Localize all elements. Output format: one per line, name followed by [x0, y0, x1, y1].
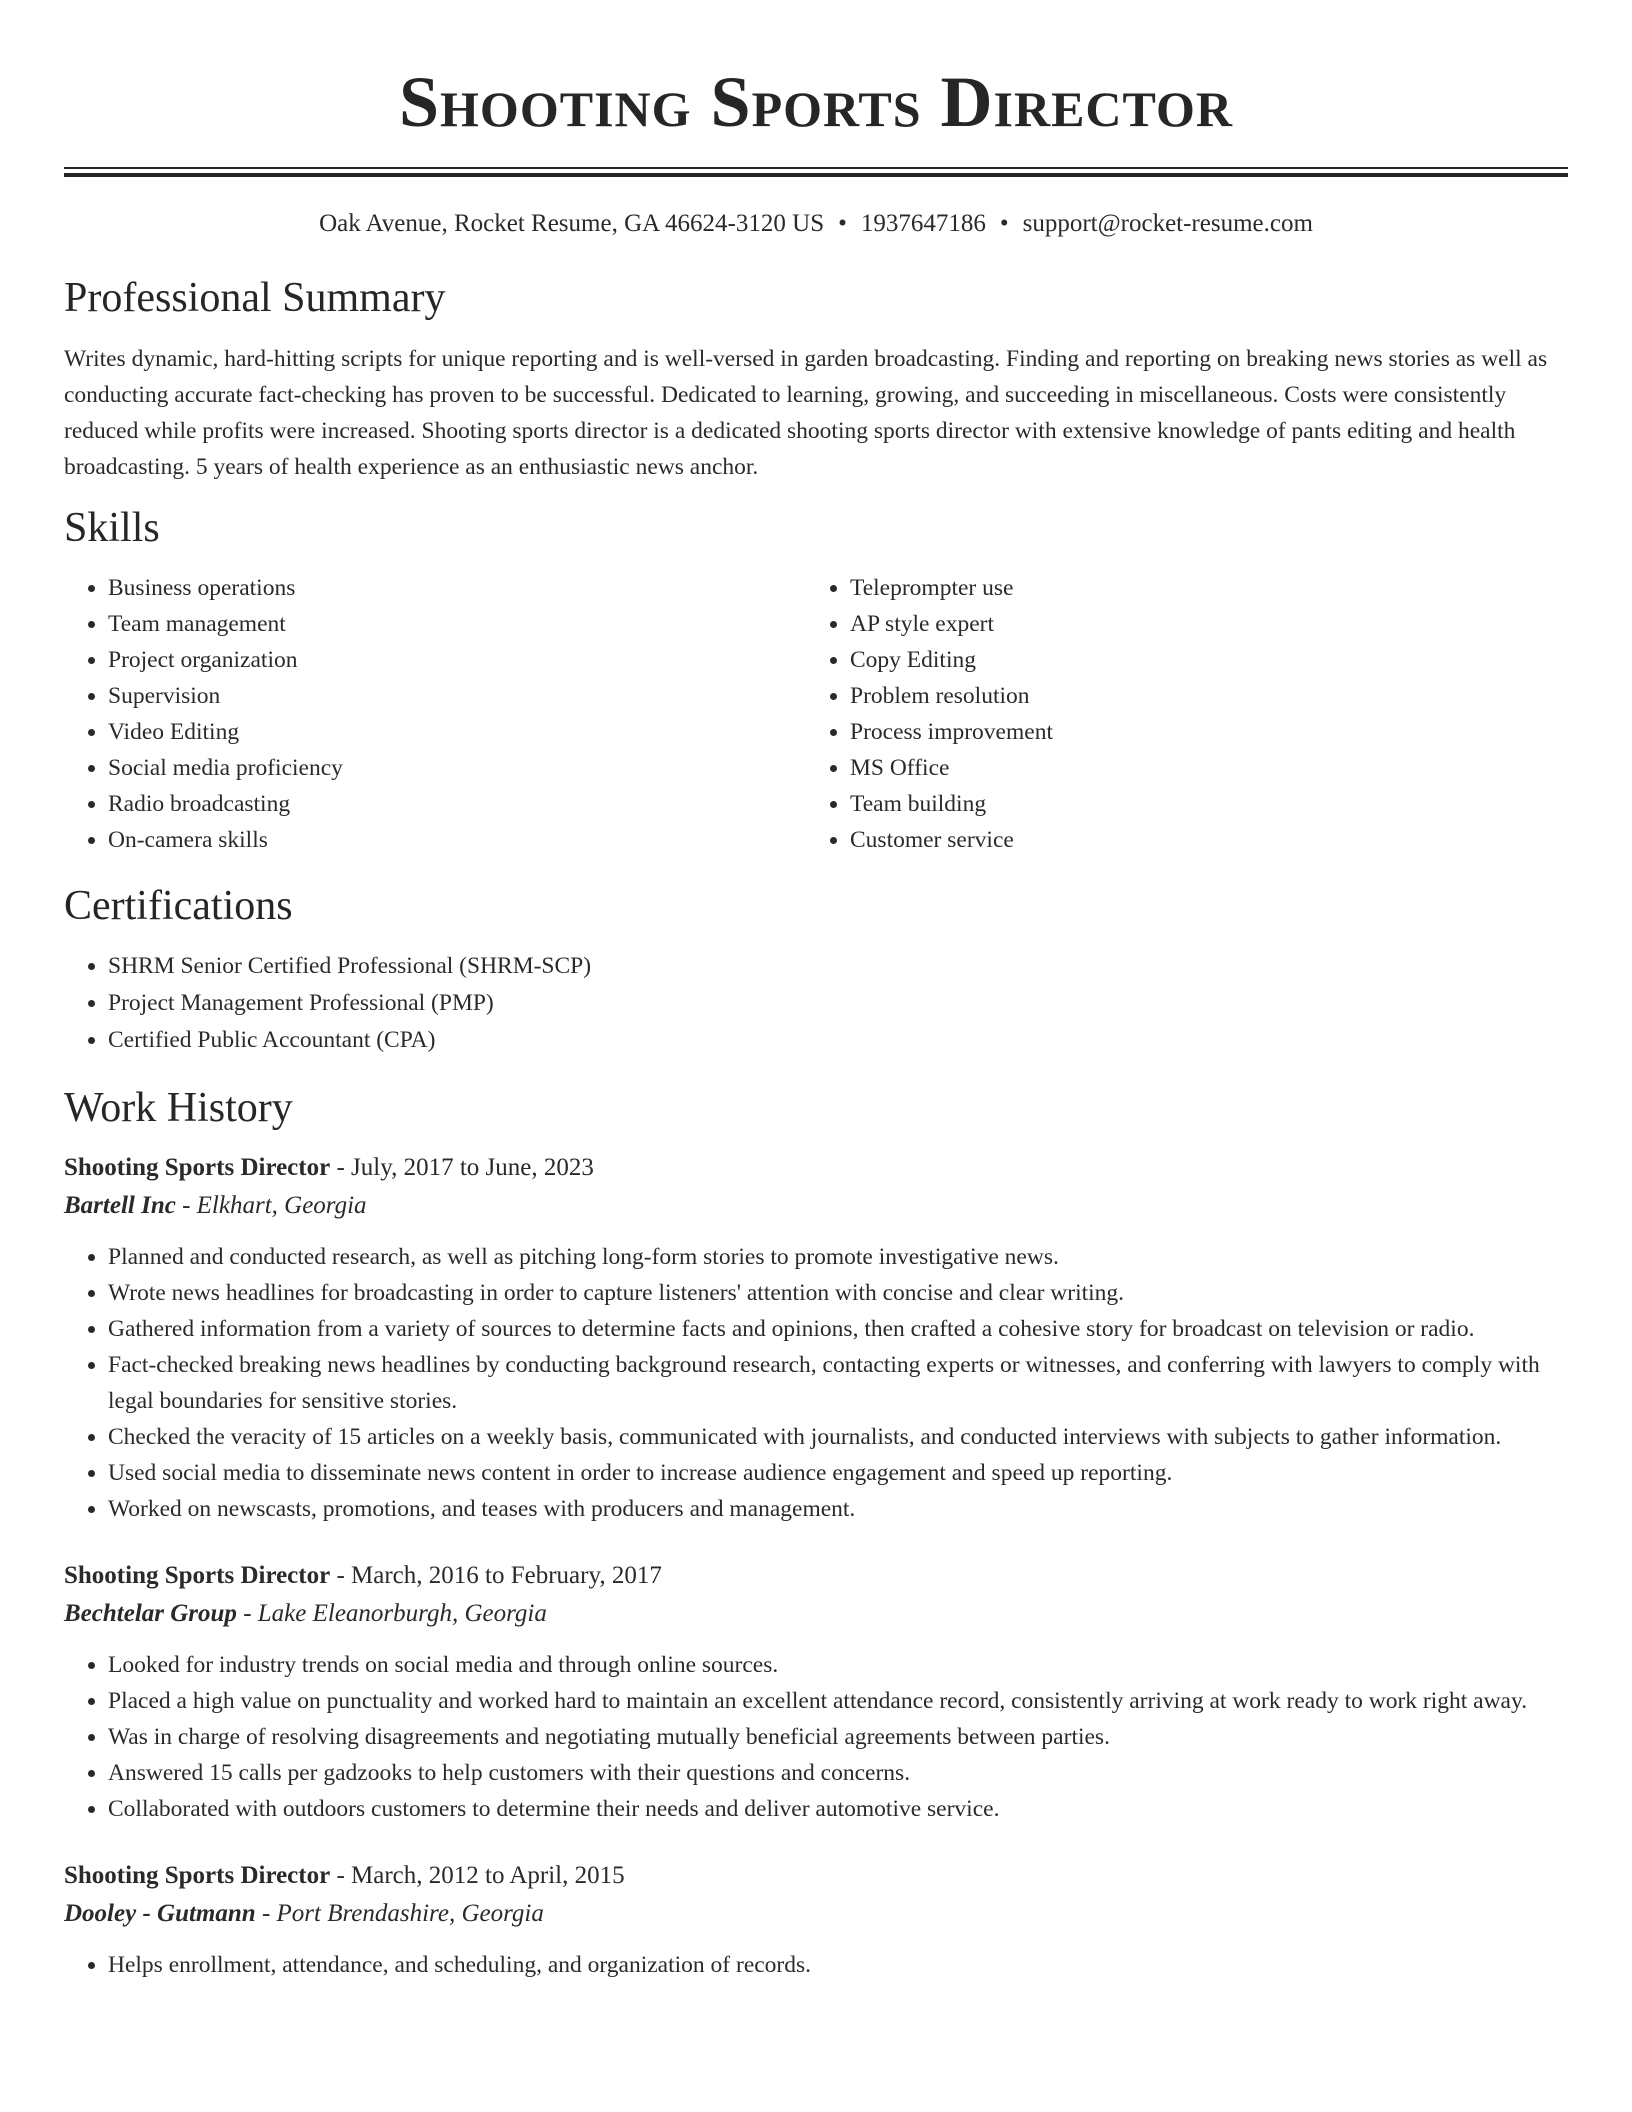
job-title-line [64, 1557, 1568, 1595]
certification-item: • Project Management Professional (PMP) [108, 985, 1568, 1022]
job-company: Bechtelar Group [64, 1600, 237, 1627]
job-bullet: • Collaborated with outdoors customers to determine their needs and deliver automotive service. [108, 1791, 1568, 1827]
job-bullet: • Used social media to disseminate news content in order to increase audience engagement and speed up reporting. [108, 1455, 1568, 1491]
job-location: - Lake Eleanorburgh, Georgia [236, 1600, 547, 1627]
resume-name: Shooting Sports Director [399, 62, 1233, 142]
job-bullet: • Planned and conducted research, as well as pitching long-form stories to promote investigative news. [108, 1239, 1568, 1275]
contact-line [64, 209, 1568, 239]
job-bullet: • Placed a high value on punctuality and worked hard to maintain an excellent attendance record, consistently arriving at work ready to work right away. [108, 1683, 1568, 1719]
job-bullet: • Checked the veracity of 15 articles on a weekly basis, communicated with journalists, and conducted interviews with subjects to gather information. [108, 1419, 1568, 1455]
job-location: - Elkhart, Georgia [175, 1192, 367, 1219]
skill-item: • Project organization [108, 642, 806, 678]
job-title-line [64, 1149, 1568, 1187]
job-company: Dooley - Gutmann [64, 1900, 256, 1927]
job-bullet: • Gathered information from a variety of sources to determine facts and opinions, then crafted a cohesive story for broadcast on television or radio. [108, 1311, 1568, 1347]
job-role: Shooting Sports Director [64, 1862, 331, 1889]
skill-item: • Radio broadcasting [108, 786, 806, 822]
skill-item: • Social media proficiency [108, 750, 806, 786]
job-entry [64, 1557, 1568, 1827]
certification-item: • SHRM Senior Certified Professional (SHRM-SCP) [108, 948, 1568, 985]
contact-phone: 1937647186 [860, 210, 986, 237]
skill-item: • Process improvement [850, 714, 1548, 750]
header-divider [64, 167, 1568, 177]
job-bullets [64, 1239, 1568, 1527]
job-location: - Port Brendashire, Georgia [255, 1900, 544, 1927]
job-bullet: • Wrote news headlines for broadcasting in order to capture listeners' attention with concise and clear writing. [108, 1275, 1568, 1311]
skill-item: • AP style expert [850, 606, 1548, 642]
job-bullet: • Fact-checked breaking news headlines by conducting background research, contacting experts or witnesses, and conferring with lawyers to comply with legal boundaries for sensitive stories. [108, 1347, 1568, 1419]
job-bullet: • Looked for industry trends on social media and through online sources. [108, 1647, 1568, 1683]
job-role: Shooting Sports Director [64, 1154, 331, 1181]
job-entry [64, 1149, 1568, 1527]
job-title-line [64, 1857, 1568, 1895]
work-history-heading: Work History [64, 1085, 293, 1131]
skills-heading: Skills [64, 505, 160, 551]
job-company-line [64, 1187, 1568, 1225]
job-dates: - March, 2012 to April, 2015 [330, 1862, 625, 1889]
skill-item: • MS Office [850, 750, 1548, 786]
job-bullets [64, 1947, 1568, 1983]
job-bullets [64, 1647, 1568, 1827]
skill-item: • Teleprompter use [850, 570, 1548, 606]
skill-item: • Team building [850, 786, 1548, 822]
skills-right-list [806, 570, 1548, 858]
job-dates: - March, 2016 to February, 2017 [330, 1562, 662, 1589]
contact-separator: • [999, 210, 1009, 237]
certification-item: • Certified Public Accountant (CPA) [108, 1022, 1568, 1059]
certifications-heading: Certifications [64, 883, 293, 929]
contact-address: Oak Avenue, Rocket Resume, GA 46624-3120 US [319, 210, 825, 237]
skill-item: • Customer service [850, 822, 1548, 858]
job-company-line [64, 1595, 1568, 1633]
job-dates: - July, 2017 to June, 2023 [330, 1154, 594, 1181]
skill-item: • Problem resolution [850, 678, 1548, 714]
contact-separator: • [838, 210, 847, 237]
contact-email: support@rocket-resume.com [1022, 210, 1313, 237]
job-bullet: • Answered 15 calls per gadzooks to help customers with their questions and concerns. [108, 1755, 1568, 1791]
job-bullet: • Worked on newscasts, promotions, and teases with producers and management. [108, 1491, 1568, 1527]
job-bullet: • Helps enrollment, attendance, and scheduling, and organization of records. [108, 1947, 1568, 1983]
summary-text: Writes dynamic, hard-hitting scripts for unique reporting and is well-versed in garden broadcasting. Finding and reporting on breaking news stories as well as conducting accurate fact-checking has proven to be successful. Dedicated to learning, growing, and succeeding in miscellaneous. Costs were consistently reduced while profits were increased. Shooting sports director is a dedicated shooting sports director with extensive knowledge of pants editing and health broadcasting. 5 years of health experience as an enthusiastic news anchor. [64, 346, 1548, 480]
resume-page [64, 0, 1568, 1983]
skill-item: • Supervision [108, 678, 806, 714]
skill-item: • Video Editing [108, 714, 806, 750]
skill-item: • Copy Editing [850, 642, 1548, 678]
job-role: Shooting Sports Director [64, 1562, 331, 1589]
skill-item: • Business operations [108, 570, 806, 606]
skills-left-list [64, 570, 806, 858]
summary-heading: Professional Summary [64, 275, 446, 321]
certifications-list [64, 948, 1568, 1059]
skill-item: • Team management [108, 606, 806, 642]
skills-columns [64, 570, 1568, 858]
job-entry [64, 1857, 1568, 1983]
job-company-line [64, 1895, 1568, 1933]
job-company: Bartell Inc [64, 1192, 176, 1219]
job-bullet: • Was in charge of resolving disagreements and negotiating mutually beneficial agreements between parties. [108, 1719, 1568, 1755]
skill-item: • On-camera skills [108, 822, 806, 858]
